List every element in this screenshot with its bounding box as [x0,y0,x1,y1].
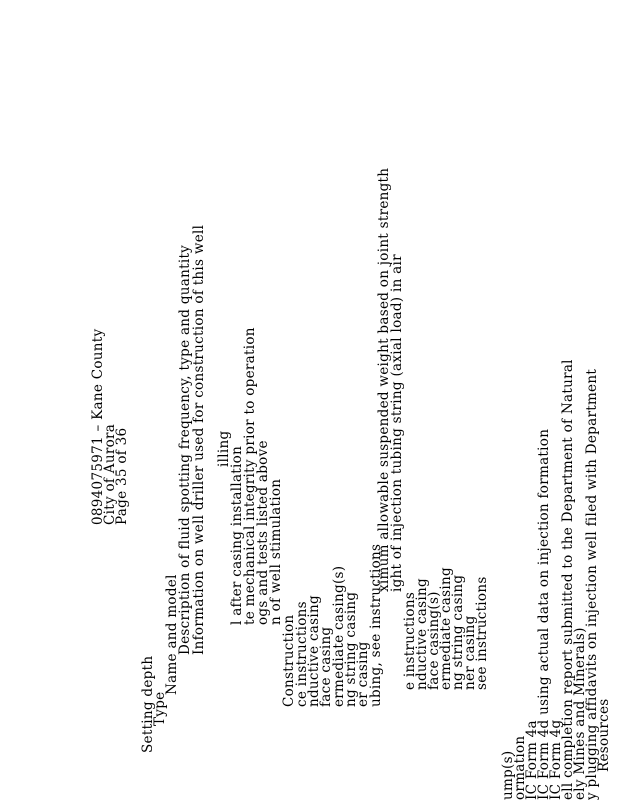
permit-number: 0894075971 – Kane County [90,328,106,525]
line-construction: Construction [281,614,297,707]
line-setting-depth: Setting depth [140,655,156,753]
line-pumps: ump(s) [500,750,516,800]
entity-name: City of Aurora [102,423,118,525]
line-form-4d: IC Form 4d using actual data on injection formation [536,428,552,800]
line-form-4a: IC Form 4a [524,720,540,800]
line-long-string-casing-1: ng string casing [343,591,359,707]
line-logs-tests: ogs and tests listed above [255,440,271,625]
line-well-stimulation: n of well stimulation [268,478,284,625]
line-liner-casing-1: er casing [355,641,371,707]
line-liner-casing-2: ner casing [462,615,478,690]
line-well-driller: Information on well driller used for construction of this well [191,224,207,655]
line-max-suspended-weight: ximum allowable suspended weight based on joint strength [376,167,392,592]
line-intermediate-casing-2: ermediate casing [438,567,454,690]
line-after-casing: l after casing installation [229,445,245,625]
line-resources: Resources [596,698,612,772]
line-mines-minerals: ely Mines and Minerals) [572,627,588,800]
line-ce-instructions: ce instructions [294,601,310,707]
line-intermediate-casing-1: ermediate casing(s) [331,565,347,707]
line-form-4g: IC Form 4g [548,719,564,800]
line-drilling: illing [216,430,232,467]
line-name-model: Name and model [164,574,180,695]
line-completion-report: ell completion report submitted to the Department of Natural [560,359,576,800]
line-mechanical-integrity: te mechanical integrity prior to operation [242,327,258,625]
line-surface-casing-2: face casing(s) [426,591,442,690]
line-tubing-weight: ight of injection tubing string (axial load) in air [389,254,405,592]
line-fluid-spotting: Description of fluid spotting frequency, type and quantity [177,244,193,655]
line-plugging-affidavits: y plugging affidavits on injection well filed with Department [584,368,600,800]
line-surface-casing-1: face casing [318,626,334,707]
line-see-instructions: see instructions [474,576,490,690]
line-e-instructions: e instructions [402,591,418,690]
line-conductive-casing-2: nductive casing [414,578,430,690]
page-number: Page 35 of 36 [114,427,130,525]
line-type: Type [152,691,168,726]
line-tubing-instructions: ubing, see instructions [368,543,384,707]
line-long-string-casing-2: ng string casing [450,574,466,690]
line-conductive-casing-1: nductive casing [306,595,322,707]
line-formation: ormation [512,735,528,800]
